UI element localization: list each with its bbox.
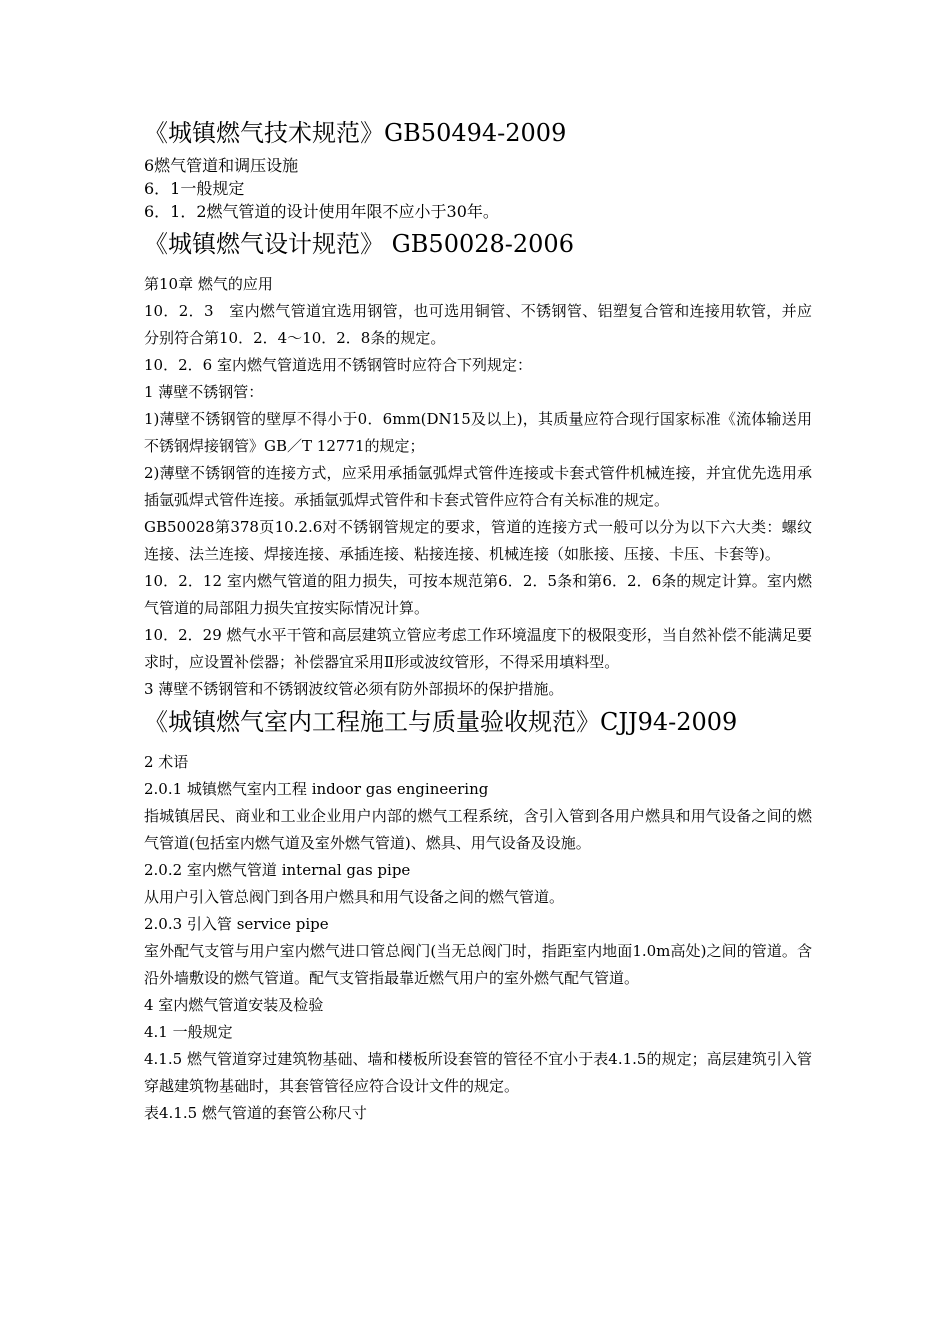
section1-title: 《城镇燃气技术规范》GB50494-2009 xyxy=(144,119,567,147)
section1-line-3: 6．1．2燃气管道的设计使用年限不应小于30年。 xyxy=(144,202,499,221)
section2-paragraph-1: 第10章 燃气的应用 xyxy=(144,275,273,293)
section3-paragraph-9: 4.1 一般规定 xyxy=(144,1023,233,1041)
section3-paragraph-5: 从用户引入管总阀门到各用户燃具和用气设备之间的燃气管道。 xyxy=(144,888,565,906)
section2-paragraph-6: 2)薄壁不锈钢管的连接方式，应采用承插氩弧焊式管件连接或卡套式管件机械连接，并宜优先选用承插氩弧焊式管件连接。承插氩弧焊式管件和卡套式管件应符合有关标准的规定。 xyxy=(144,464,812,509)
section2-paragraph-9: 10．2．29 燃气水平干管和高层建筑立管应考虑工作环境温度下的极限变形，当自然补偿不能满足要求时，应设置补偿器；补偿器宜采用Ⅱ形或波纹管形，不得采用填料型。 xyxy=(144,626,812,671)
section3-paragraph-1: 2 术语 xyxy=(144,753,189,771)
section3-paragraph-8: 4 室内燃气管道安装及检验 xyxy=(144,996,324,1014)
section3-paragraph-10: 4.1.5 燃气管道穿过建筑物基础、墙和楼板所设套管的管径不宜小于表4.1.5的规定；高层建筑引入管穿越建筑物基础时，其套管管径应符合设计文件的规定。 xyxy=(144,1050,812,1095)
section2-paragraph-8: 10．2．12 室内燃气管道的阻力损失，可按本规范第6．2．5条和第6．2．6条的规定计算。室内燃气管道的局部阻力损失宜按实际情况计算。 xyxy=(144,572,812,617)
section3-paragraph-7: 室外配气支管与用户室内燃气进口管总阀门(当无总阀门时，指距室内地面1.0m高处)之间的管道。含沿外墙敷设的燃气管道。配气支管指最靠近燃气用户的室外燃气配气管道。 xyxy=(144,942,812,987)
section3-paragraph-2: 2.0.1 城镇燃气室内工程 indoor gas engineering xyxy=(144,780,489,798)
section2-paragraph-10: 3 薄壁不锈钢管和不锈钢波纹管必须有防外部损坏的保护措施。 xyxy=(144,680,564,698)
section2-paragraph-7: GB50028第378页10.2.6对不锈钢管规定的要求，管道的连接方式一般可以分为以下六大类：螺纹连接、法兰连接、焊接连接、承插连接、粘接连接、机械连接（如胀接、压接、卡压、卡套等)。 xyxy=(144,518,812,563)
section2-paragraph-5: 1)薄壁不锈钢管的壁厚不得小于0．6mm(DN15及以上)，其质量应符合现行国家标准《流体输送用不锈钢焊接钢管》GB／T 12771的规定； xyxy=(144,410,812,455)
section2-title: 《城镇燃气设计规范》 GB50028-2006 xyxy=(144,230,574,258)
section1-line-1: 6燃气管道和调压设施 xyxy=(144,156,299,175)
section1-line-2: 6．1一般规定 xyxy=(144,179,245,198)
document-content xyxy=(144,116,812,1127)
section2-paragraph-2: 10．2．3 室内燃气管道宜选用钢管，也可选用铜管、不锈钢管、铝塑复合管和连接用软管，并应分别符合第10．2．4～10．2．8条的规定。 xyxy=(144,302,812,347)
section3-paragraph-11: 表4.1.5 燃气管道的套管公称尺寸 xyxy=(144,1104,367,1122)
section2-paragraph-3: 10．2．6 室内燃气管道选用不锈钢管时应符合下列规定： xyxy=(144,356,532,374)
section3-paragraph-4: 2.0.2 室内燃气管道 internal gas pipe xyxy=(144,861,411,879)
section3-paragraph-3: 指城镇居民、商业和工业企业用户内部的燃气工程系统，含引入管到各用户燃具和用气设备之间的燃气管道(包括室内燃气道及室外燃气管道)、燃具、用气设备及设施。 xyxy=(144,807,812,852)
section2-paragraph-4: 1 薄壁不锈钢管： xyxy=(144,383,264,401)
section3-title: 《城镇燃气室内工程施工与质量验收规范》CJJ94-2009 xyxy=(144,708,738,736)
section3-paragraph-6: 2.0.3 引入管 service pipe xyxy=(144,915,329,933)
